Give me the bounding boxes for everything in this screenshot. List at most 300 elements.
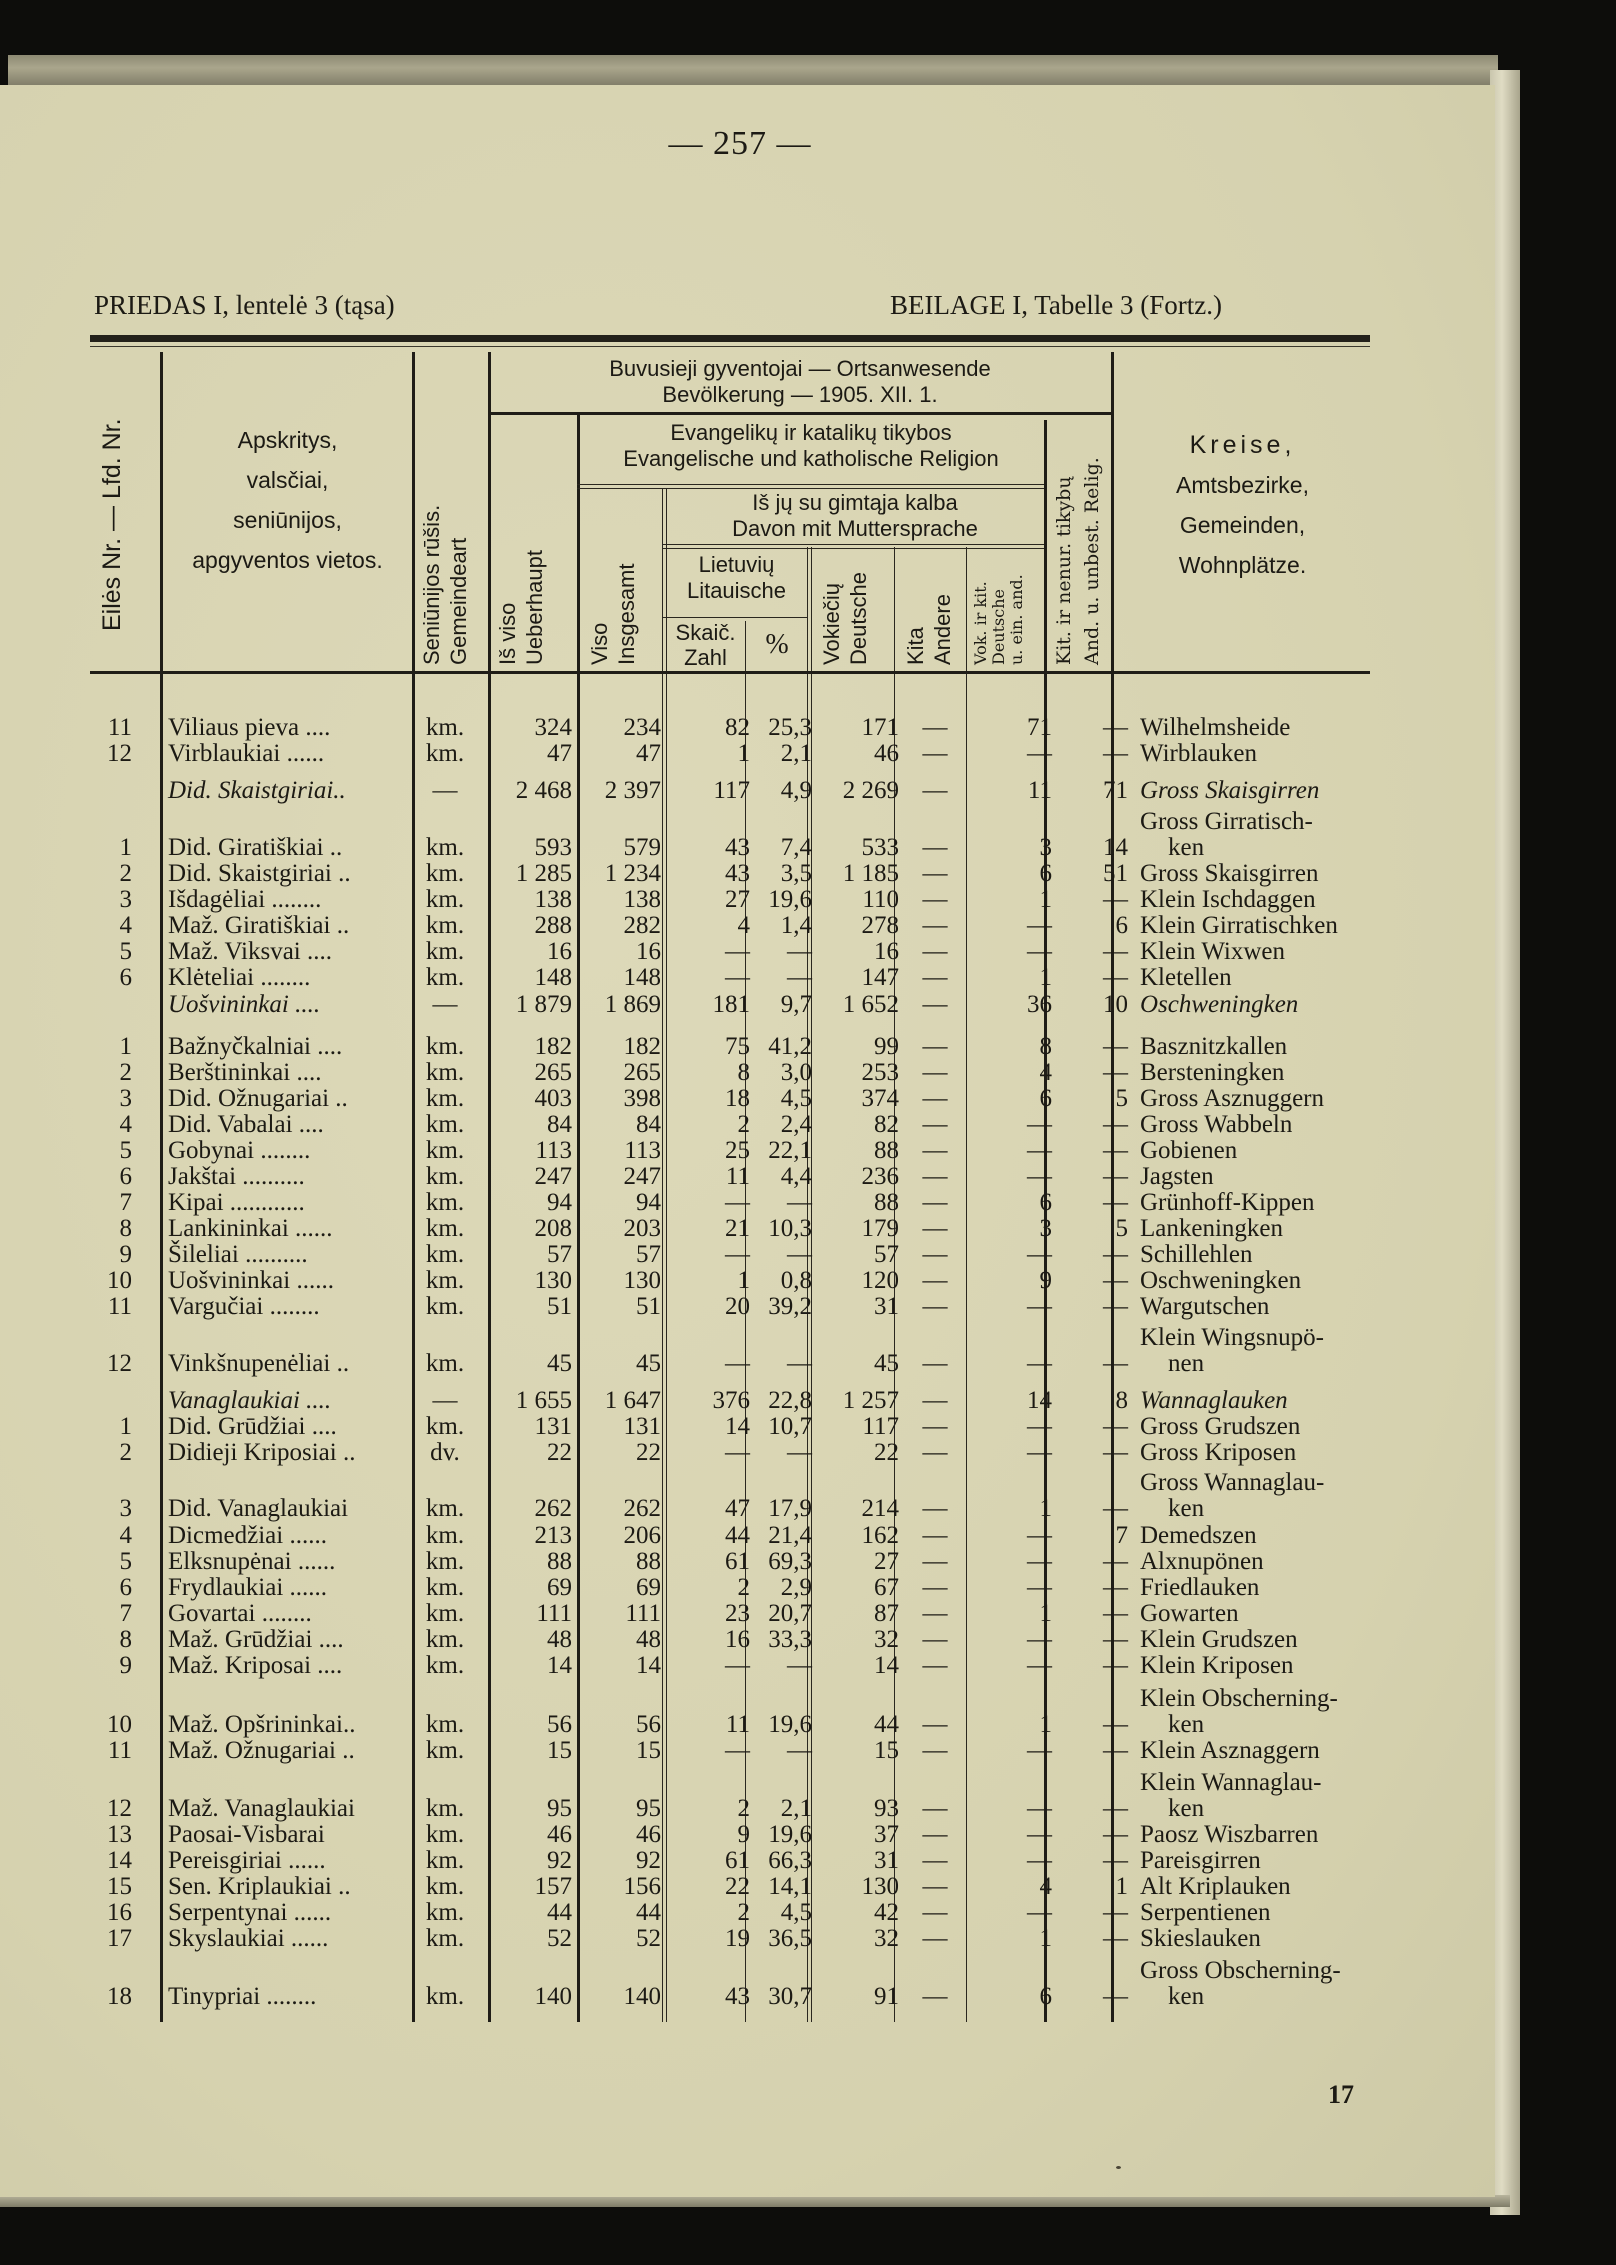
cell-lt: 181 [712,991,750,1018]
cell-kind: km. [425,860,465,887]
cell-mixed: 6 [1039,860,1052,887]
cell-lt: 61 [725,1548,750,1575]
cell-no: 7 [119,1189,132,1216]
cell-total: 182 [534,1033,572,1060]
cell-lt: 22 [725,1873,750,1900]
cell-viso: 1 869 [604,991,661,1018]
header-divider [662,548,1044,549]
cell-de: 236 [861,1163,899,1190]
cell-unk: 5 [1115,1085,1128,1112]
cell-other: — [922,1387,948,1414]
cell-lt: — [725,1241,750,1268]
cell-viso: 262 [623,1495,661,1522]
cell-pct: — [787,938,812,965]
cell-mixed: — [1027,1626,1052,1653]
cell-unk: 1 [1115,1873,1128,1900]
cell-de: 45 [874,1350,899,1377]
cell-total: 2 468 [515,777,572,804]
cell-viso: 206 [623,1522,661,1549]
cell-lt: 20 [725,1293,750,1320]
german-name-line: Gross Wannaglau- [1140,1469,1325,1496]
cell-lt: 47 [725,1495,750,1522]
cell-german-name: Oschweningken [1140,991,1299,1018]
cell-other: — [922,1439,948,1466]
cell-mixed: — [1027,1350,1052,1377]
cell-other: — [922,938,948,965]
header-viso [586,530,640,665]
header-place-line: seniūnijos, [233,507,342,533]
cell-name: Maž. Ožnugariai .. [168,1737,355,1764]
cell-name: Vargučiai ........ [168,1293,320,1320]
header-bottom-rule [90,671,1370,674]
cell-viso: 247 [623,1163,661,1190]
header-language-group [666,490,1044,542]
german-name-line: ken [1168,834,1205,861]
cell-total: 22 [547,1439,572,1466]
cell-mixed: — [1027,1548,1052,1575]
cell-no: 11 [107,714,132,741]
cell-pct: 17,9 [768,1495,812,1522]
cell-name: Kipai ............ [168,1189,305,1216]
cell-german-name: Gross Skaisgirren [1140,777,1320,804]
cell-lt: — [725,1189,750,1216]
cell-kind: km. [425,1925,465,1952]
cell-no: 2 [119,860,132,887]
cell-mixed: — [1027,1163,1052,1190]
header-mixed-line: Vok. ir kit. [971,581,990,665]
cell-other: — [922,860,948,887]
cell-kind: — [432,777,458,804]
cell-total: 1 879 [515,991,572,1018]
cell-total: 56 [547,1711,572,1738]
header-divider [662,544,1044,545]
cell-total: 46 [547,1821,572,1848]
cell-mixed: — [1027,1652,1052,1679]
header-viso-lt: Viso [587,622,612,665]
cell-german-name: Friedlauken [1140,1574,1260,1601]
cell-kind: dv. [430,1439,460,1466]
cell-kind: km. [425,1522,465,1549]
cell-unk: 71 [1103,777,1128,804]
cell-german-name: Basznitzkallen [1140,1033,1288,1060]
cell-kind: km. [425,1215,465,1242]
cell-german-name [1140,1325,1385,1377]
cell-mixed: — [1027,1293,1052,1320]
cell-no: 4 [119,1111,132,1138]
cell-total: 148 [534,964,572,991]
cell-unk: — [1103,1163,1128,1190]
cell-name: Serpentynai ...... [168,1899,332,1926]
cell-no: 10 [107,1267,132,1294]
cell-mixed: 1 [1039,964,1052,991]
cell-pct: 25,3 [768,714,812,741]
cell-mixed: 6 [1039,1983,1052,2010]
cell-german-name: Gross Kriposen [1140,1439,1297,1466]
cell-lt: 2 [737,1899,750,1926]
cell-lt: 27 [725,886,750,913]
header-other-language [902,585,956,665]
cell-total: 44 [547,1899,572,1926]
cell-no: 16 [107,1899,132,1926]
header-community-type [418,470,472,665]
cell-name: Paosai-Visbarai [168,1821,325,1848]
cell-other: — [922,1059,948,1086]
header-place-line: Apskritys, [237,427,338,453]
cell-de: 57 [874,1241,899,1268]
cell-viso: 130 [623,1267,661,1294]
cell-total: 95 [547,1795,572,1822]
cell-de: 2 269 [842,777,899,804]
header-population-line: Buvusieji gyventojai — Ortsanwesende [609,356,991,381]
book-edge-top [8,55,1498,87]
cell-unk: — [1103,714,1128,741]
cell-total: 14 [547,1652,572,1679]
cell-pct: 66,3 [768,1847,812,1874]
cell-mixed: 71 [1027,714,1052,741]
cell-de: 1 185 [842,860,899,887]
cell-total: 324 [534,714,572,741]
cell-pct: 41,2 [768,1033,812,1060]
header-community-type-de: Gemeindeart [446,537,471,665]
cell-no: 6 [119,1574,132,1601]
cell-name: Did. Vanaglaukiai [168,1495,349,1522]
header-total-lt: Iš viso [495,602,520,665]
table-caption-lithuanian: PRIEDAS I, lentelė 3 (tąsa) [94,290,395,320]
cell-name: Berštininkai .... [168,1059,322,1086]
cell-no: 1 [119,1413,132,1440]
cell-mixed: — [1027,912,1052,939]
cell-mixed: — [1027,1111,1052,1138]
cell-other: — [922,834,948,861]
cell-total: 140 [534,1983,572,2010]
cell-unk: — [1103,938,1128,965]
cell-german-name [1140,1770,1385,1822]
cell-german-name: Alxnupönen [1140,1548,1264,1575]
cell-unk: 5 [1115,1215,1128,1242]
cell-name: Maž. Opšrininkai.. [168,1711,356,1738]
cell-viso: 265 [623,1059,661,1086]
cell-total: 16 [547,938,572,965]
cell-total: 593 [534,834,572,861]
cell-no: 10 [107,1711,132,1738]
cell-de: 42 [874,1899,899,1926]
cell-lt: 2 [737,1574,750,1601]
cell-german-name: Skieslauken [1140,1925,1261,1952]
cell-german-name: Gross Asznuggern [1140,1085,1325,1112]
header-other-lt: Kita [903,627,928,665]
header-total-de: Ueberhaupt [522,550,547,665]
cell-total: 130 [534,1267,572,1294]
cell-de: 130 [861,1873,899,1900]
cell-name: Viliaus pieva .... [168,714,331,741]
cell-kind: km. [425,1847,465,1874]
paper-speck [1116,2166,1121,2169]
cell-name: Vinkšnupenėliai .. [168,1350,350,1377]
cell-total: 213 [534,1522,572,1549]
cell-mixed: — [1027,1574,1052,1601]
cell-de: 67 [874,1574,899,1601]
cell-de: 91 [874,1983,899,2010]
cell-name: Lankininkai ...... [168,1215,333,1242]
cell-other: — [922,1737,948,1764]
cell-other: — [922,1600,948,1627]
cell-lt: 1 [737,1267,750,1294]
cell-total: 131 [534,1413,572,1440]
cell-mixed: — [1027,1821,1052,1848]
cell-other: — [922,1711,948,1738]
cell-lt: — [725,964,750,991]
cell-de: 93 [874,1795,899,1822]
cell-kind: km. [425,912,465,939]
header-lithuanian-de: Litauische [686,578,787,603]
cell-no: 9 [119,1652,132,1679]
cell-unk: — [1103,1189,1128,1216]
cell-kind: km. [425,1085,465,1112]
cell-de: 44 [874,1711,899,1738]
cell-german-name: Bersteningken [1140,1059,1285,1086]
cell-pct: 20,7 [768,1600,812,1627]
cell-kind: km. [425,1737,465,1764]
cell-mixed: 1 [1039,1495,1052,1522]
cell-de: 46 [874,740,899,767]
header-divider [577,488,1044,489]
cell-de: 88 [874,1137,899,1164]
cell-kind: km. [425,964,465,991]
cell-unk: — [1103,1925,1128,1952]
cell-kind: km. [425,1495,465,1522]
header-count-lt: Skaič. [675,620,736,645]
header-religion-group [580,420,1042,472]
cell-no: 8 [119,1215,132,1242]
cell-viso: 113 [624,1137,661,1164]
cell-german-name: Wirblauken [1140,740,1258,767]
cell-lt: 11 [725,1163,750,1190]
header-mixed-line: Deutsche [989,589,1008,665]
cell-kind: km. [425,1241,465,1268]
cell-mixed: — [1027,740,1052,767]
cell-german-name: Klein Grudszen [1140,1626,1298,1653]
cell-kind: km. [425,1873,465,1900]
cell-pct: 1,4 [780,912,812,939]
cell-name: Išdagėliai ........ [168,886,322,913]
cell-total: 111 [536,1600,572,1627]
cell-viso: 156 [623,1873,661,1900]
header-place-name [165,420,410,580]
cell-kind: km. [425,1899,465,1926]
cell-total: 84 [547,1111,572,1138]
cell-name: Did. Grūdžiai .... [168,1413,337,1440]
cell-german-name: Klein Ischdaggen [1140,886,1316,913]
cell-unk: — [1103,1033,1128,1060]
cell-other: — [922,1795,948,1822]
header-language-line: Davon mit Muttersprache [732,516,978,541]
cell-no: 5 [119,1137,132,1164]
cell-kind: km. [425,1267,465,1294]
cell-lt: 8 [737,1059,750,1086]
cell-unk: — [1103,1241,1128,1268]
cell-viso: 182 [623,1033,661,1060]
cell-lt: — [725,938,750,965]
cell-no: 2 [119,1439,132,1466]
cell-viso: 15 [636,1737,661,1764]
cell-no: 18 [107,1983,132,2010]
cell-kind: km. [425,938,465,965]
header-total [494,505,548,665]
cell-other: — [922,740,948,767]
cell-lt: 376 [712,1387,750,1414]
cell-total: 48 [547,1626,572,1653]
cell-de: 32 [874,1925,899,1952]
cell-name: Did. Ožnugariai .. [168,1085,348,1112]
cell-name: Sen. Kriplaukiai .. [168,1873,351,1900]
cell-no: 15 [107,1873,132,1900]
cell-name: Bažnyčkalniai .... [168,1033,343,1060]
cell-unk: — [1103,1600,1128,1627]
cell-viso: 148 [623,964,661,991]
cell-de: 22 [874,1439,899,1466]
cell-pct: 7,4 [780,834,812,861]
cell-mixed: 11 [1027,777,1052,804]
cell-german-name: Serpentienen [1140,1899,1271,1926]
cell-name: Didieji Kriposiai .. [168,1439,356,1466]
german-name-line: Klein Wingsnupö- [1140,1324,1324,1351]
cell-other: — [922,1163,948,1190]
header-divider [577,484,1044,485]
cell-no: 4 [119,912,132,939]
cell-de: 533 [861,834,899,861]
cell-viso: 131 [623,1413,661,1440]
header-population-group [492,356,1108,408]
cell-viso: 579 [623,834,661,861]
header-german-names-line: Amtsbezirke, [1176,472,1309,498]
cell-pct: 2,1 [780,1795,812,1822]
cell-german-name: Demedszen [1140,1522,1257,1549]
cell-viso: 57 [636,1241,661,1268]
cell-name: Maž. Kriposai .... [168,1652,343,1679]
cell-viso: 2 397 [604,777,661,804]
cell-unk: — [1103,1267,1128,1294]
cell-name: Maž. Giratiškiai .. [168,912,350,939]
cell-viso: 46 [636,1821,661,1848]
cell-de: 31 [874,1293,899,1320]
cell-other: — [922,964,948,991]
cell-german-name: Oschweningken [1140,1267,1302,1294]
cell-pct: 14,1 [768,1873,812,1900]
cell-name: Tinypriai ........ [168,1983,317,2010]
cell-other: — [922,714,948,741]
cell-total: 288 [534,912,572,939]
cell-viso: 44 [636,1899,661,1926]
cell-de: 15 [874,1737,899,1764]
cell-viso: 282 [623,912,661,939]
cell-mixed: — [1027,1737,1052,1764]
header-divider [488,412,1111,415]
cell-other: — [922,1111,948,1138]
cell-unk: — [1103,1495,1128,1522]
cell-unk: — [1103,1711,1128,1738]
cell-no: 1 [119,1033,132,1060]
cell-pct: 4,4 [780,1163,812,1190]
cell-mixed: — [1027,1241,1052,1268]
cell-other: — [922,1350,948,1377]
german-name-line: Klein Obscherning- [1140,1685,1338,1712]
cell-total: 113 [535,1137,572,1164]
cell-no: 3 [119,886,132,913]
cell-other: — [922,1652,948,1679]
cell-other: — [922,1267,948,1294]
cell-kind: km. [425,834,465,861]
cell-mixed: 8 [1039,1033,1052,1060]
cell-pct: 4,9 [780,777,812,804]
cell-mixed: 1 [1039,1711,1052,1738]
cell-total: 92 [547,1847,572,1874]
cell-total: 403 [534,1085,572,1112]
cell-german-name: Wargutschen [1140,1293,1270,1320]
header-population-line: Bevölkerung — 1905. XII. 1. [662,382,938,407]
cell-german-name: Pareisgirren [1140,1847,1261,1874]
cell-mixed: — [1027,1439,1052,1466]
cell-unk: — [1103,1439,1128,1466]
cell-unk: 51 [1103,860,1128,887]
cell-other: — [922,777,948,804]
cell-total: 45 [547,1350,572,1377]
cell-pct: 19,6 [768,1821,812,1848]
cell-total: 138 [534,886,572,913]
cell-other: — [922,991,948,1018]
cell-german-name: Klein Wixwen [1140,938,1286,965]
cell-pct: — [787,1439,812,1466]
cell-de: 214 [861,1495,899,1522]
cell-lt: 2 [737,1111,750,1138]
cell-lt: 9 [737,1821,750,1848]
cell-no: 11 [107,1737,132,1764]
cell-kind: km. [425,1163,465,1190]
cell-german-name [1140,809,1385,861]
cell-no: 6 [119,964,132,991]
cell-no: 3 [119,1085,132,1112]
cell-no: 4 [119,1522,132,1549]
table-caption-german: BEILAGE I, Tabelle 3 (Fortz.) [890,290,1223,320]
header-lithuanian-lt: Lietuvių [698,552,775,577]
header-language-line: Iš jų su gimtąja kalba [752,490,958,515]
column-divider [662,488,663,2022]
cell-name: Klėteliai ........ [168,964,311,991]
cell-lt: 4 [737,912,750,939]
header-lithuanian [666,552,807,604]
cell-name: Did. Vabalai .... [168,1111,324,1138]
cell-de: 110 [862,886,899,913]
cell-mixed: 1 [1039,886,1052,913]
header-german-names-line: Kreise, [1189,431,1296,459]
header-percent: % [765,629,789,660]
cell-pct: — [787,1737,812,1764]
cell-de: 120 [861,1267,899,1294]
cell-unk: — [1103,1548,1128,1575]
german-name-line: ken [1168,1711,1205,1738]
cell-pct: — [787,1241,812,1268]
cell-de: 1 257 [842,1387,899,1414]
cell-kind: km. [425,740,465,767]
cell-unk: — [1103,1899,1128,1926]
cell-lt: 14 [725,1413,750,1440]
cell-no: 12 [107,1795,132,1822]
header-german [818,555,872,665]
cell-total: 52 [547,1925,572,1952]
cell-unk: — [1103,1574,1128,1601]
column-divider [666,488,667,2022]
cell-viso: 111 [625,1600,661,1627]
cell-german-name [1140,1958,1385,2010]
